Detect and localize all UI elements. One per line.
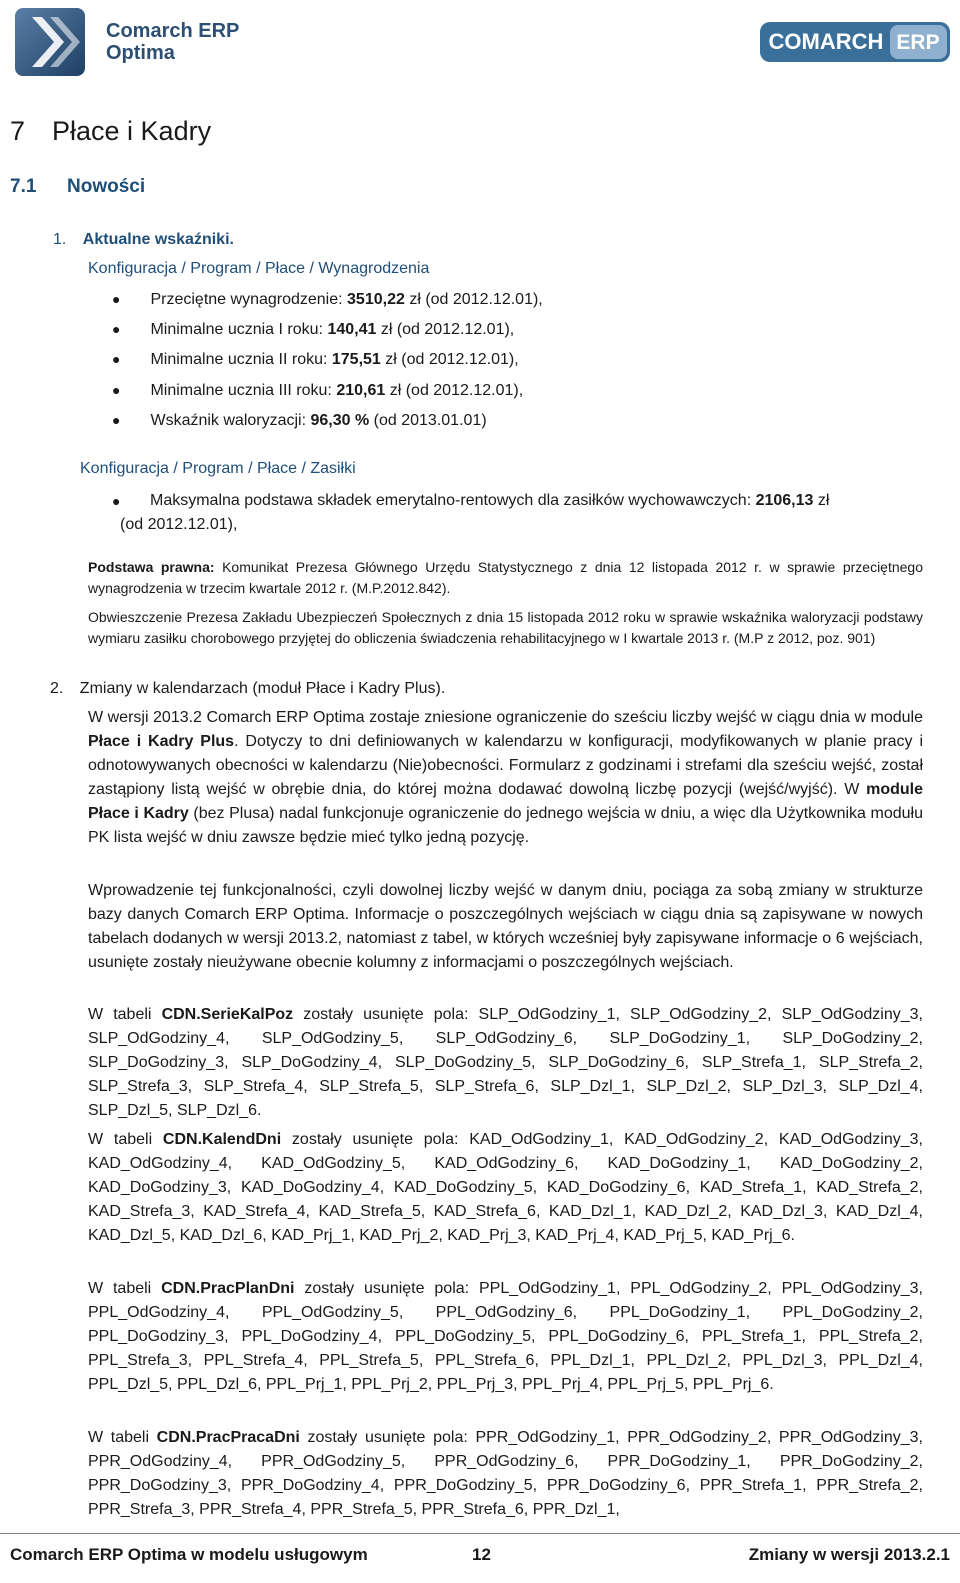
zasilki-bullet-line1 — [120, 489, 925, 513]
chapter-heading — [10, 116, 211, 147]
item2-title: Zmiany w kalendarzach (moduł Płace i Kadry Plus). — [79, 680, 446, 697]
removed-fields-paragraph — [88, 1003, 923, 1123]
bullet-dot-icon: ● — [112, 382, 121, 398]
wskaznik-date: (od 2013.01.01) — [369, 412, 487, 429]
wskaznik-label: Minimalne ucznia II roku: — [150, 351, 332, 368]
zasilki-label: Maksymalna podstawa składek emerytalno-rentowych dla zasiłków wychowawczych: — [150, 492, 756, 509]
wskaznik-date: zł (od 2012.12.01), — [380, 351, 519, 368]
p1-part-a: W wersji 2013.2 Comarch ERP Optima zostaje zniesione ograniczenie do sześciu liczby wejść w ciągu dnia w module — [88, 709, 923, 726]
table-intro: W tabeli — [88, 1280, 162, 1297]
wskaznik-item — [112, 317, 514, 342]
removed-fields-text: zostały usunięte pola: PPL_OdGodziny_1, PPL_OdGodziny_2, PPL_OdGodziny_3, PPL_OdGodziny_4, PPL_OdGodziny_5, PPL_OdGodziny_6, PPL_DoGodziny_1, PPL_DoGodziny_2, PPL_DoGodziny_3, PPL_DoGodziny_4, PPL_DoGodziny_5, PPL_DoGodziny_6, PPL_Strefa_1, PPL_Strefa_2, PPL_Strefa_3, PPL_Strefa_4, PPL_Strefa_5, PPL_Strefa_6, PPL_Dzl_1, PPL_Dzl_2, PPL_Dzl_3, PPL_Dzl_4, PPL_Dzl_5, PPL_Dzl_6, PPL_Prj_1, PPL_Prj_2, PPL_Prj_3, PPL_Prj_4, PPL_Prj_5, PPL_Prj_6. — [88, 1280, 923, 1393]
comarch-erp-optima-logo-icon — [14, 7, 86, 77]
item1-title: Aktualne wskaźniki. — [82, 231, 234, 248]
wskaznik-label: Minimalne ucznia I roku: — [150, 321, 328, 338]
zasilki-bullet-line2: (od 2012.12.01), — [120, 516, 238, 533]
bullet-dot-icon: ● — [112, 351, 121, 367]
wskaznik-label: Minimalne ucznia III roku: — [150, 382, 337, 399]
legal-basis-2: Obwieszczenie Prezesa Zakładu Ubezpieczeń Społecznych z dnia 15 listopada 2012 roku w sprawie wskaźnika waloryzacji podstawy wymiaru zasiłku chorobowego przyjętej do obliczenia świadczenia rehabilitacyjnego w I kwartale 2013 r. (M.P z 2012, poz. 901) — [88, 609, 923, 646]
wskaznik-value: 175,51 — [331, 351, 381, 368]
wskaznik-item — [112, 408, 487, 433]
item2-paragraph2: Wprowadzenie tej funkcjonalności, czyli dowolnej liczby wejść w danym dniu, pociąga za sobą zmiany w strukturze bazy danych Comarch ERP Optima. Informacje o poszczególnych wejściach w ciągu dnia są zapisywane w nowych tabelach dodanych w wersji 2013.2, natomiast z tabel, w których wcześniej były zapisywane informacje o 6 wejściach, usunięte zostały nieużywane obecnie kolumny z informacjami o poszczególnych wejściach. — [88, 882, 923, 971]
table-name: CDN.PracPlanDni — [161, 1280, 295, 1297]
logo-line2: Optima — [106, 42, 175, 64]
bullet-dot-icon: ● — [112, 412, 121, 428]
item2-number: 2. — [50, 680, 64, 697]
bullet-dot-icon: ● — [112, 493, 121, 509]
wskaznik-value: 96,30 % — [310, 412, 370, 429]
header-logo-left — [14, 7, 239, 77]
wskaznik-value: 140,41 — [327, 321, 377, 338]
item2-heading — [50, 677, 445, 701]
footer-left-text: Comarch ERP Optima w modelu usługowym — [10, 1545, 368, 1564]
wskaznik-date: zł (od 2012.12.01), — [385, 382, 524, 399]
item1-number: 1. — [53, 231, 67, 248]
zasilki-unit: zł — [813, 492, 830, 509]
removed-fields-text: zostały usunięte pola: PPR_OdGodziny_1, PPR_OdGodziny_2, PPR_OdGodziny_3, PPR_OdGodziny_4, PPR_OdGodziny_5, PPR_OdGodziny_6, PPR_DoGodziny_1, PPR_DoGodziny_2, PPR_DoGodziny_3, PPR_DoGodziny_4, PPR_DoGodziny_5, PPR_DoGodziny_6, PPR_Strefa_1, PPR_Strefa_2, PPR_Strefa_3, PPR_Strefa_4, PPR_Strefa_5, PPR_Strefa_6, PPR_Dzl_1, — [88, 1429, 923, 1518]
removed-fields-paragraph — [88, 1277, 923, 1397]
table-name: CDN.SerieKalPoz — [161, 1006, 294, 1023]
legal-basis-label: Podstawa prawna: — [88, 559, 215, 575]
table-intro: W tabeli — [88, 1429, 157, 1446]
removed-fields-paragraph — [88, 1426, 923, 1522]
badge-text-erp: ERP — [896, 31, 940, 54]
table-intro: W tabeli — [88, 1006, 162, 1023]
item2-paragraph1 — [88, 706, 923, 850]
section-number: 7.1 — [10, 176, 37, 197]
item1-heading — [53, 228, 234, 252]
zasilki-bullet-item — [112, 489, 925, 537]
bullet-dot-icon: ● — [112, 291, 121, 307]
p1-part-c: . Dotyczy to dni definiowanych w kalendarzu w konfiguracji, modyfikowanych w planie pracy i odnotowywanych obecności w kalendarzu (Nie)obecności. Formularz z godzinami i strefami dla sześciu wejść, został zastąpiony listą wejść w obrębie dnia, do której można dodawać dowolną liczbę pozycji (wejść/wyjść). W — [88, 733, 923, 798]
footer-page-number: 12 — [472, 1545, 491, 1564]
bullet-dot-icon: ● — [112, 321, 121, 337]
chapter-title: Płace i Kadry — [52, 116, 212, 146]
wskaznik-item — [112, 287, 543, 312]
header-logo-right — [760, 22, 950, 67]
legal-basis-text: Komunikat Prezesa Głównego Urzędu Statystycznego z dnia 12 listopada 2012 r. w sprawie przeciętnego wynagrodzenia w trzecim kwartale 2012 r. (M.P.2012.842). — [88, 559, 924, 596]
wskaznik-item — [112, 378, 523, 403]
wskaznik-value: 210,61 — [336, 382, 386, 399]
logo-line1: Comarch ERP — [106, 20, 240, 42]
section-heading — [10, 176, 145, 198]
footer-divider — [0, 1533, 960, 1534]
config-path-wynagrodzenia: Konfiguracja / Program / Płace / Wynagrodzenia — [88, 260, 430, 277]
badge-text-comarch: COMARCH — [768, 29, 884, 54]
removed-fields-paragraph — [88, 1128, 923, 1248]
p1-part-e: (bez Plusa) nadal funkcjonuje ograniczenie do jednego wejścia w dniu, a więc dla Użytkownika modułu PK lista wejść w dniu zawsze będzie mieć tylko jedną pozycję. — [88, 805, 924, 846]
zasilki-value: 2106,13 — [755, 492, 814, 509]
section-title: Nowości — [67, 176, 146, 197]
chapter-number: 7 — [10, 116, 26, 146]
wskaznik-value: 3510,22 — [347, 291, 405, 308]
p1-module-name-2: module Płace i Kadry — [88, 781, 923, 822]
comarch-badge-logo — [760, 22, 950, 62]
wskaznik-label: Przeciętne wynagrodzenie: — [150, 291, 348, 308]
p1-module-name: Płace i Kadry Plus — [88, 733, 235, 750]
wskaznik-label: Wskaźnik waloryzacji: — [150, 412, 311, 429]
logo-text — [106, 20, 239, 64]
wskaznik-item — [112, 347, 519, 372]
wskaznik-date: zł (od 2012.12.01), — [376, 321, 515, 338]
config-path-zasilki: Konfiguracja / Program / Płace / Zasiłki — [80, 460, 356, 477]
removed-fields-text: zostały usunięte pola: SLP_OdGodziny_1, SLP_OdGodziny_2, SLP_OdGodziny_3, SLP_OdGodziny_4, SLP_OdGodziny_5, SLP_OdGodziny_6, SLP_DoGodziny_1, SLP_DoGodziny_2, SLP_DoGodziny_3, SLP_DoGodziny_4, SLP_DoGodziny_5, SLP_DoGodziny_6, SLP_Strefa_1, SLP_Strefa_2, SLP_Strefa_3, SLP_Strefa_4, SLP_Strefa_5, SLP_Strefa_6, SLP_Dzl_1, SLP_Dzl_2, SLP_Dzl_3, SLP_Dzl_4, SLP_Dzl_5, SLP_Dzl_6. — [88, 1006, 924, 1119]
table-name: CDN.PracPracaDni — [156, 1429, 300, 1446]
legal-basis-1 — [88, 557, 923, 599]
wskaznik-date: zł (od 2012.12.01), — [404, 291, 543, 308]
table-name: CDN.KalendDni — [162, 1131, 282, 1148]
removed-fields-text: zostały usunięte pola: KAD_OdGodziny_1, KAD_OdGodziny_2, KAD_OdGodziny_3, KAD_OdGodziny_4, KAD_OdGodziny_5, KAD_OdGodziny_6, KAD_DoGodziny_1, KAD_DoGodziny_2, KAD_DoGodziny_3, KAD_DoGodziny_4, KAD_DoGodziny_5, KAD_DoGodziny_6, KAD_Strefa_1, KAD_Strefa_2, KAD_Strefa_3, KAD_Strefa_4, KAD_Strefa_5, KAD_Strefa_6, KAD_Dzl_1, KAD_Dzl_2, KAD_Dzl_3, KAD_Dzl_4, KAD_Dzl_5, KAD_Dzl_6, KAD_Prj_1, KAD_Prj_2, KAD_Prj_3, KAD_Prj_4, KAD_Prj_5, KAD_Prj_6. — [88, 1131, 923, 1244]
footer-right-text: Zmiany w wersji 2013.2.1 — [748, 1545, 950, 1564]
table-intro: W tabeli — [88, 1131, 163, 1148]
